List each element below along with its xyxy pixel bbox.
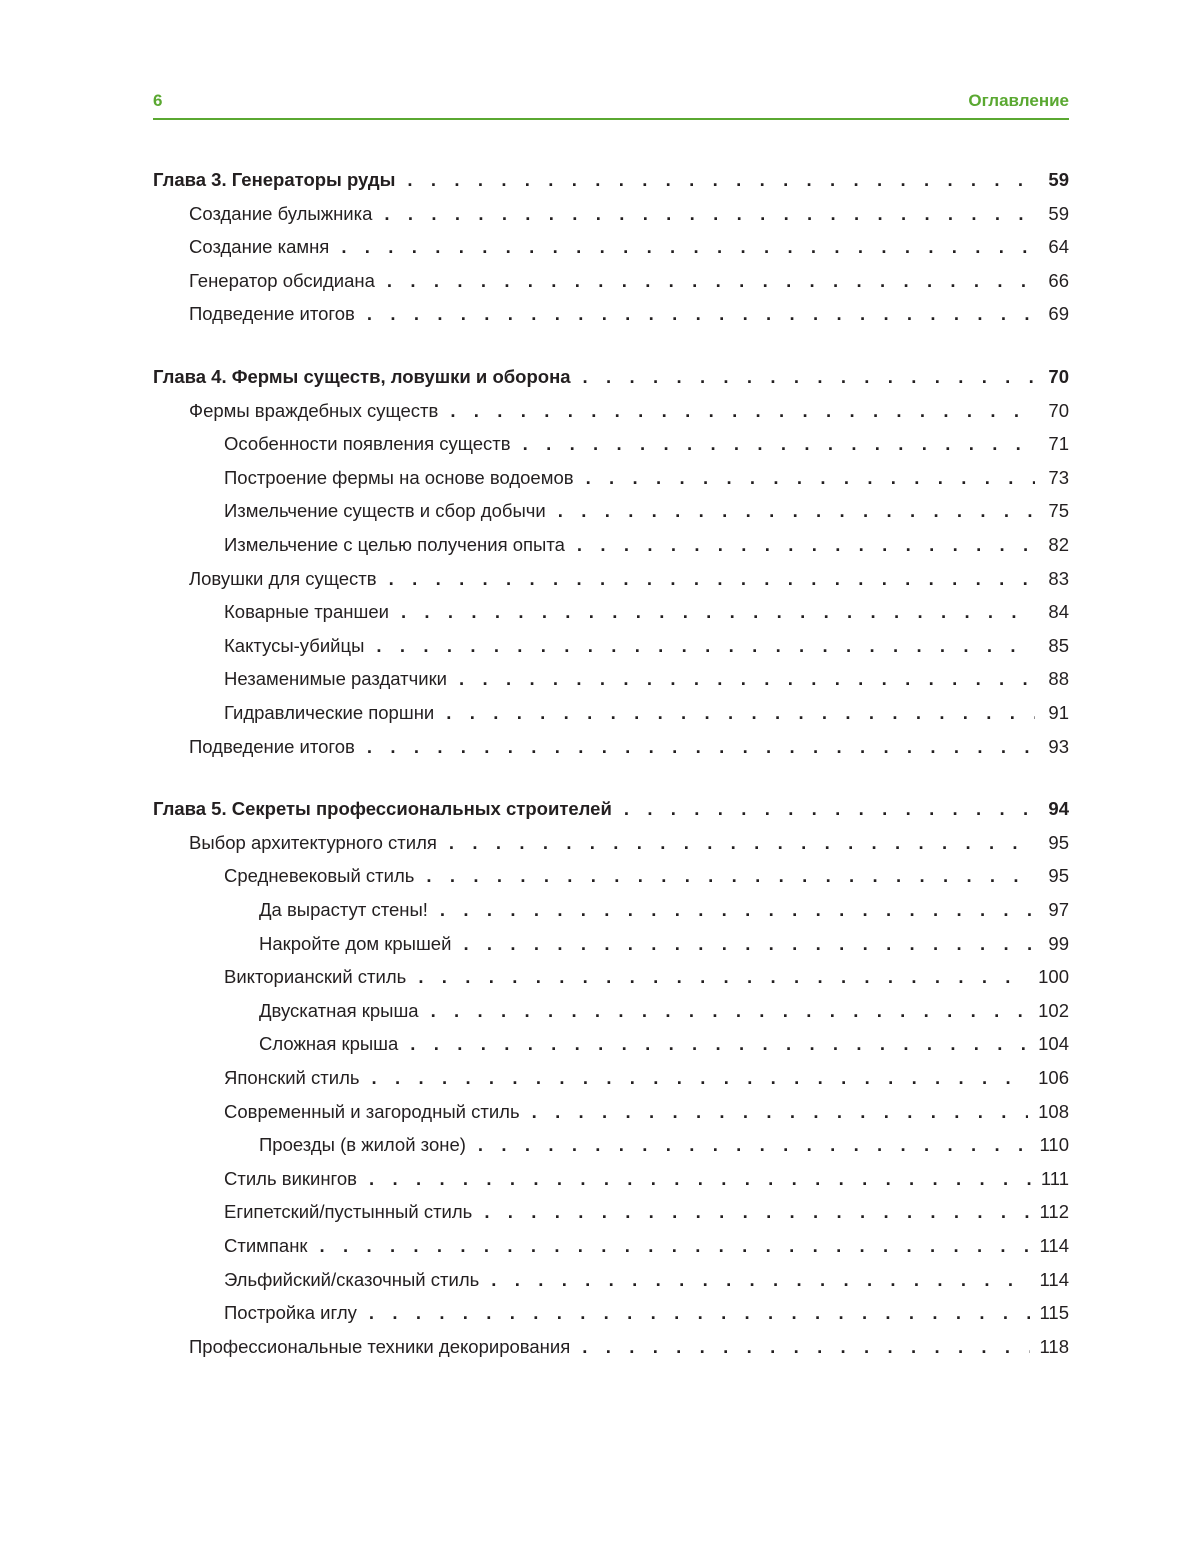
dot-leader (577, 532, 1035, 558)
toc-entry[interactable] (153, 599, 1069, 625)
toc-entry-page: 91 (1048, 702, 1069, 723)
toc-entry-title: Ловушки для существ (189, 567, 377, 589)
table-of-contents (153, 0, 1069, 1565)
dot-leader (372, 1065, 1029, 1091)
dot-leader (586, 465, 1035, 491)
toc-entry-page: 110 (1039, 1134, 1069, 1156)
toc-entry[interactable] (153, 1099, 1069, 1125)
toc-entry[interactable] (153, 1300, 1069, 1326)
toc-entry-page: 99 (1048, 932, 1069, 954)
toc-entry[interactable] (153, 1166, 1069, 1192)
toc-entry-page: 111 (1040, 1167, 1069, 1189)
toc-chapter-entry[interactable] (153, 364, 1069, 390)
toc-entry[interactable] (153, 201, 1069, 227)
dot-leader (484, 1199, 1029, 1225)
toc-entry-title: Создание камня (189, 236, 330, 258)
dot-leader (532, 1099, 1029, 1125)
toc-entry-title: Особенности появления существ (224, 433, 511, 455)
toc-entry[interactable] (153, 964, 1069, 990)
dot-leader (440, 897, 1035, 923)
toc-entry-title: Выбор архитектурного стиля (189, 831, 437, 853)
toc-entry[interactable] (153, 566, 1069, 592)
dot-leader (418, 964, 1028, 990)
toc-entry-title: Построение фермы на основе водоемов (224, 466, 574, 488)
toc-entry-title: Измельчение существ и сбор добычи (224, 500, 546, 522)
dot-leader (369, 1166, 1031, 1192)
toc-entry[interactable] (153, 633, 1069, 659)
toc-entry-page: 82 (1048, 534, 1069, 555)
dot-leader (523, 431, 1035, 457)
toc-entry-page: 118 (1039, 1335, 1069, 1357)
toc-entry[interactable] (153, 398, 1069, 424)
toc-entry-page: 71 (1048, 433, 1069, 455)
toc-entry-page: 73 (1048, 466, 1069, 488)
dot-leader (401, 599, 1035, 625)
dot-leader (410, 1031, 1028, 1057)
toc-entry[interactable] (153, 1233, 1069, 1259)
toc-entry-page: 59 (1048, 202, 1069, 224)
dot-leader (459, 666, 1035, 692)
dot-leader (558, 498, 1035, 524)
toc-entry-title: Кактусы-убийцы (224, 634, 365, 656)
toc-entry-title: Глава 4. Фермы существ, ловушки и оборона (153, 366, 571, 387)
toc-entry[interactable] (153, 700, 1069, 726)
dot-leader (376, 633, 1035, 659)
dot-leader (389, 566, 1035, 592)
toc-entry-page: 70 (1048, 399, 1069, 421)
dot-leader (426, 863, 1035, 889)
toc-entry[interactable] (153, 431, 1069, 457)
toc-entry-title: Современный и загородный стиль (224, 1100, 520, 1122)
running-title: Оглавление (968, 91, 1069, 110)
toc-entry-title: Да вырастут стены! (259, 899, 428, 920)
toc-entry-title: Сложная крыша (259, 1033, 399, 1055)
toc-entry[interactable] (153, 498, 1069, 524)
toc-entry-title: Гидравлические поршни (224, 702, 435, 723)
toc-entry-title: Коварные траншеи (224, 601, 389, 623)
toc-entry[interactable] (153, 234, 1069, 260)
toc-entry-title: Двускатная крыша (259, 999, 419, 1021)
dot-leader (367, 734, 1035, 760)
toc-entry-page: 106 (1038, 1067, 1069, 1088)
dot-leader (446, 700, 1035, 726)
toc-entry-page: 97 (1048, 899, 1069, 920)
toc-entry-page: 104 (1038, 1033, 1069, 1055)
dot-leader (583, 364, 1035, 390)
toc-entry[interactable] (153, 1334, 1069, 1360)
dot-leader (384, 201, 1035, 227)
toc-entry-page: 114 (1039, 1268, 1069, 1290)
dot-leader (369, 1300, 1030, 1326)
toc-entry[interactable] (153, 1065, 1069, 1091)
toc-entry-title: Глава 5. Секреты профессиональных строителей (153, 798, 612, 820)
toc-chapter-entry[interactable] (153, 796, 1069, 822)
toc-entry-page: 69 (1048, 303, 1069, 325)
dot-leader (491, 1267, 1029, 1293)
toc-entry-title: Египетский/пустынный стиль (224, 1201, 473, 1223)
toc-entry-title: Генератор обсидиана (189, 269, 375, 291)
dot-leader (450, 398, 1035, 424)
dot-leader (449, 830, 1035, 856)
toc-entry-page: 59 (1048, 169, 1069, 190)
toc-entry-page: 114 (1039, 1235, 1069, 1256)
dot-leader (341, 234, 1035, 260)
toc-entry-page: 94 (1048, 798, 1069, 820)
toc-entry-page: 85 (1048, 634, 1069, 656)
dot-leader (407, 167, 1035, 193)
toc-entry[interactable] (153, 998, 1069, 1024)
toc-entry-page: 75 (1048, 500, 1069, 522)
toc-entry[interactable] (153, 268, 1069, 294)
toc-entry-page: 88 (1048, 668, 1069, 690)
toc-entry-title: Фермы враждебных существ (189, 399, 439, 421)
toc-entry[interactable] (153, 532, 1069, 558)
dot-leader (624, 796, 1035, 822)
toc-entry-title: Глава 3. Генераторы руды (153, 169, 396, 190)
toc-entry-page: 84 (1048, 601, 1069, 623)
toc-entry-title: Незаменимые раздатчики (224, 668, 448, 690)
toc-entry-page: 83 (1048, 567, 1069, 589)
toc-entry-title: Стиль викингов (224, 1167, 358, 1189)
toc-entry-page: 108 (1038, 1100, 1069, 1122)
toc-entry[interactable] (153, 863, 1069, 889)
toc-entry-title: Средневековый стиль (224, 865, 415, 887)
dot-leader (431, 998, 1029, 1024)
toc-entry-title: Японский стиль (224, 1067, 360, 1088)
dot-leader (582, 1334, 1029, 1360)
dot-leader (367, 301, 1035, 327)
toc-entry-title: Подведение итогов (189, 303, 355, 325)
dot-leader (387, 268, 1035, 294)
toc-entry-page: 100 (1038, 966, 1069, 988)
dot-leader (463, 931, 1035, 957)
toc-entry[interactable] (153, 1031, 1069, 1057)
toc-entry-page: 115 (1039, 1302, 1069, 1324)
toc-entry[interactable] (153, 301, 1069, 327)
toc-entry-page: 95 (1048, 831, 1069, 853)
toc-entry-title: Накройте дом крышей (259, 932, 452, 954)
toc-entry-title: Создание булыжника (189, 202, 373, 224)
toc-entry[interactable] (153, 1199, 1069, 1225)
toc-entry[interactable] (153, 1267, 1069, 1293)
page-number: 6 (153, 91, 163, 110)
dot-leader (478, 1132, 1030, 1158)
toc-entry-page: 102 (1038, 999, 1069, 1021)
toc-entry-title: Викторианский стиль (224, 966, 407, 988)
toc-entry-page: 93 (1048, 735, 1069, 757)
toc-entry[interactable] (153, 465, 1069, 491)
toc-entry[interactable] (153, 734, 1069, 760)
toc-entry-title: Эльфийский/сказочный стиль (224, 1268, 480, 1290)
dot-leader (320, 1233, 1030, 1259)
toc-entry-page: 95 (1048, 865, 1069, 887)
toc-entry[interactable] (153, 830, 1069, 856)
toc-entry-page: 112 (1039, 1201, 1069, 1223)
toc-entry-title: Проезды (в жилой зоне) (259, 1134, 466, 1156)
toc-entry-title: Стимпанк (224, 1235, 308, 1256)
toc-entry-title: Профессиональные техники декорирования (189, 1335, 571, 1357)
toc-entry-title: Измельчение с целью получения опыта (224, 534, 565, 555)
toc-entry[interactable] (153, 897, 1069, 923)
toc-entry-title: Подведение итогов (189, 735, 355, 757)
toc-entry-page: 64 (1048, 236, 1069, 258)
toc-entry[interactable] (153, 931, 1069, 957)
toc-entry-page: 66 (1048, 269, 1069, 291)
toc-entry-title: Постройка иглу (224, 1302, 357, 1324)
toc-entry[interactable] (153, 666, 1069, 692)
toc-chapter-entry[interactable] (153, 167, 1069, 193)
toc-entry[interactable] (153, 1132, 1069, 1158)
toc-entry-page: 70 (1048, 366, 1069, 387)
